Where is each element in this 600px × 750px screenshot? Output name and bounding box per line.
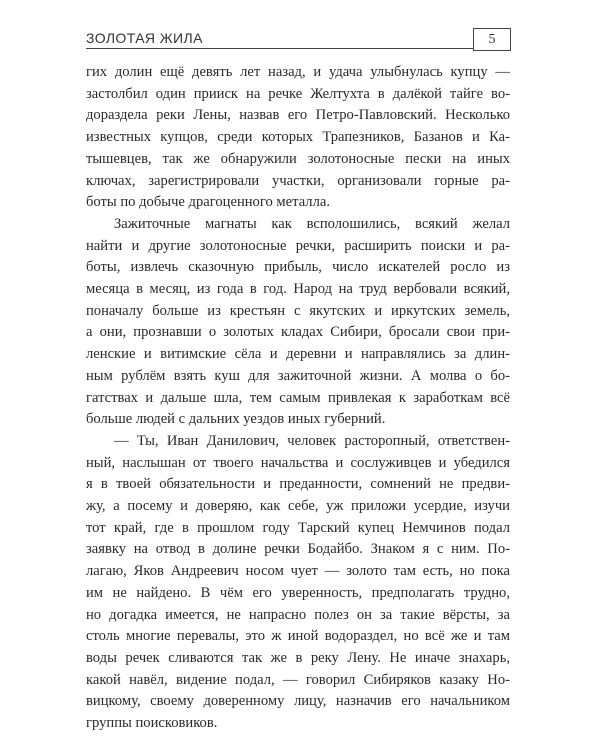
text-line: гих долин ещё девять лет назад, и удача улыбнулась купцу — bbox=[86, 64, 510, 80]
text-line: поначалу больше из крестьян с якутских и иркутских земель, bbox=[86, 302, 510, 319]
text-line: жу, а посему и доверяю, как себе, уж приложи усердие, изучи bbox=[86, 498, 510, 515]
text-line: застолбил один прииск на речке Желтухта в далёкой тайге во- bbox=[86, 85, 510, 102]
text-line: ный, наслышан от твоего начальства и сослуживцев и убедился bbox=[86, 454, 510, 471]
text-line: вицкому, своему доверенному лицу, назначив его начальником bbox=[86, 693, 510, 710]
text-line: дораздела реки Лены, назвав его Петро-Павловский. Несколько bbox=[86, 107, 510, 124]
running-title: ЗОЛОТАЯ ЖИЛА bbox=[86, 30, 203, 46]
paragraph-1 bbox=[86, 62, 510, 214]
text-line: лагаю, Яков Андреевич носом чует — золото там есть, но пока bbox=[86, 563, 510, 580]
text-line: найти и другие золотоносные речки, расширить поиски и ра- bbox=[86, 237, 510, 254]
text-line: но догадка имеется, не напрасно полез он за такие вёрсты, за bbox=[86, 606, 510, 623]
header-rule bbox=[86, 48, 473, 49]
text-line: гатствах и дальше шла, тем самым привлекая к заработкам всё bbox=[86, 389, 510, 406]
text-line: месяца в месяц, из года в год. Народ на труд вербовали всякий, bbox=[86, 281, 510, 298]
text-line: тот край, где в прошлом году Тарский купец Немчинов подал bbox=[86, 519, 510, 536]
text-line: известных купцов, среди которых Трапезников, Базанов и Ка- bbox=[86, 129, 510, 146]
text-line: группы поисковиков. bbox=[86, 715, 218, 732]
text-line: какой навёл, видение подал, — говорил Сибиряков казаку Но- bbox=[86, 671, 510, 688]
text-line: столь многие перевалы, это ж иной водораздел, но всё же и там bbox=[86, 628, 510, 645]
text-line: а они, прознавши о золотых кладах Сибири, бросали свои при- bbox=[86, 324, 510, 341]
page-number: 5 bbox=[473, 28, 511, 51]
text-line: тышевцев, так же обнаружили золотоносные пески на иных bbox=[86, 150, 510, 167]
text-body bbox=[86, 62, 510, 735]
text-line: я в твоей обязательности и преданности, сомнений не предви- bbox=[86, 476, 510, 493]
paragraph-3 bbox=[86, 431, 510, 735]
text-line: им не найдено. В чём его уверенность, предполагать трудно, bbox=[86, 584, 510, 601]
text-line: заявку на отвод в долине речки Бодайбо. Знаком я с ним. По- bbox=[86, 541, 510, 558]
text-line: — Ты, Иван Данилович, человек расторопный, ответствен- bbox=[114, 432, 510, 449]
text-line: ключах, зарегистрировали участки, организовали горные ра- bbox=[86, 172, 510, 189]
text-line: боты по добыче драгоценного металла. bbox=[86, 194, 330, 211]
text-line: ным рублём взять куш для зажиточной жизни. А молва о бо- bbox=[86, 367, 510, 384]
page-header bbox=[86, 28, 511, 50]
paragraph-2 bbox=[86, 214, 510, 431]
text-line: боты, извлечь сказочную прибыль, число искателей росло из bbox=[86, 259, 510, 276]
text-line: больше людей с дальних уездов иных губерний. bbox=[86, 411, 386, 428]
text-line: ленские и витимские сёла и деревни и направлялись за длин- bbox=[86, 346, 510, 363]
text-line: Зажиточные магнаты как всполошились, всякий желал bbox=[114, 215, 510, 232]
text-line: воды речек сливаются так же в реку Лену. Не иначе знахарь, bbox=[86, 649, 510, 666]
